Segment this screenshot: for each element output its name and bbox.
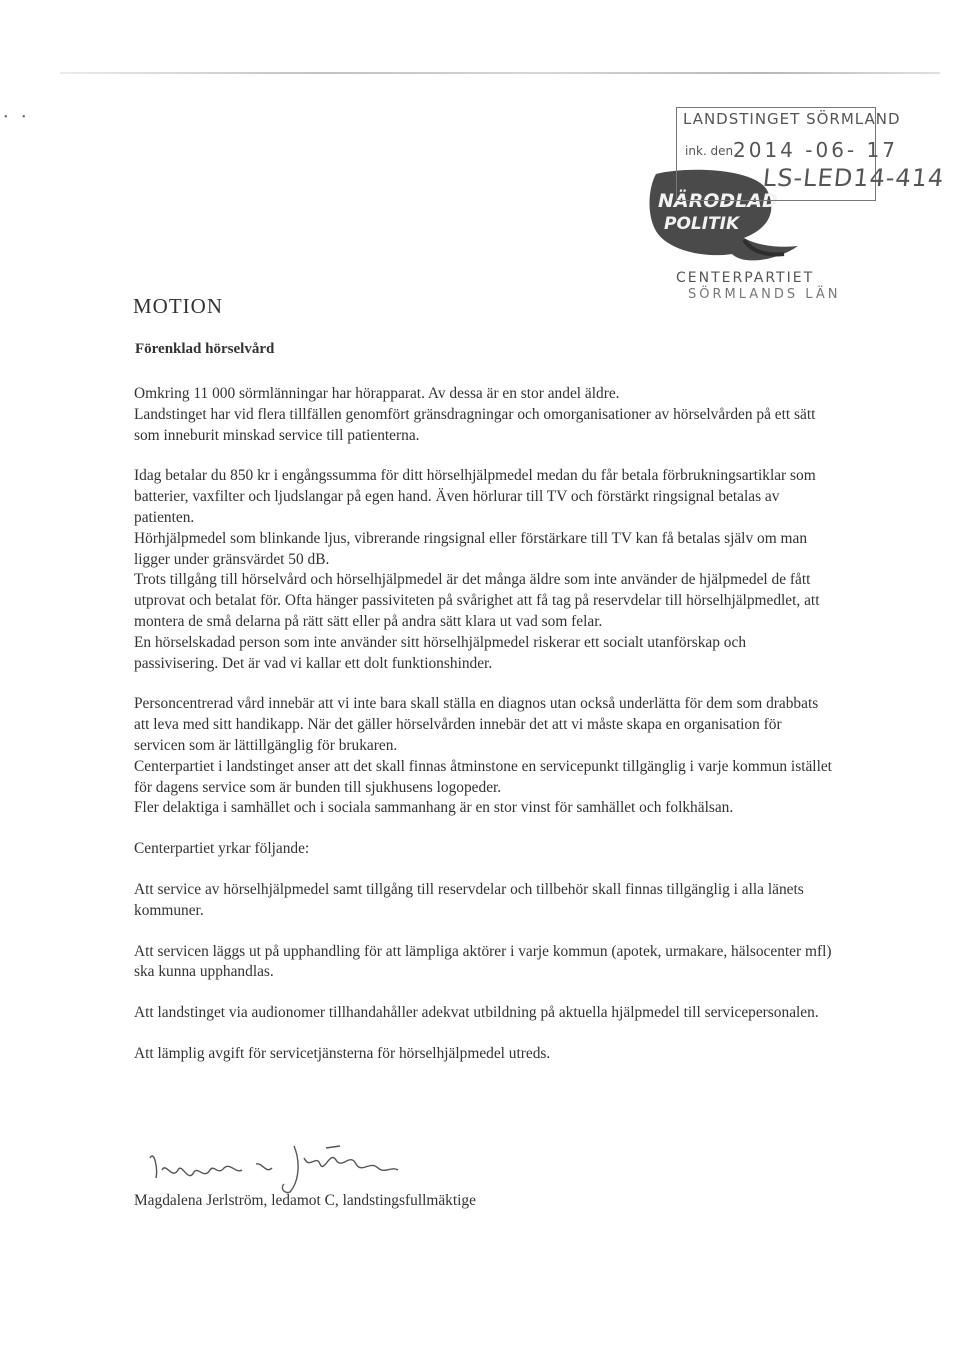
paragraph-block [134, 880, 834, 922]
scan-artifact-line [60, 72, 940, 74]
logo-text-line1: NÄRODLAD [658, 190, 778, 212]
paragraph-line: En hörselskadad person som inte använder sitt hörselhjälpmedel riskerar ett socialt utanförskap och passivisering. Det är vad vi kallar ett dolt funktionshinder. [134, 633, 747, 672]
signature-icon [144, 1140, 404, 1194]
registration-stamp [676, 107, 946, 201]
party-name: CENTERPARTIET [676, 270, 815, 286]
handwritten-signature [144, 1140, 404, 1194]
stamp-date: 2014 -06- 17 [733, 138, 898, 162]
paragraph-block [134, 1044, 834, 1065]
paragraph-line: Trots tillgång till hörselvård och hörselhjälpmedel är det många äldre som inte använder de hjälpmedel de fått utprovat och betalat för. Ofta hänger passiviteten på svårighet att få tag på reservdelar till hörselhjälpmedlet, att montera de små delarna på rätt sätt eller på andra sätt klara ut vad som felar. [134, 571, 820, 630]
paragraph-block [134, 694, 834, 819]
party-region: SÖRMLANDS LÄN [688, 287, 841, 302]
scan-specks: • • [4, 112, 32, 123]
paragraph-line: Att landstinget via audionomer tillhandahåller adekvat utbildning på aktuella hjälpmedel till servicepersonalen. [134, 1004, 819, 1022]
paragraph-line: Personcentrerad vård innebär att vi inte bara skall ställa en diagnos utan också underlätta för dem som drabbats att leva med sitt handikapp. När det gäller hörselvården innebär det att vi måste skapa en organisation för servicen som är lättillgänglig för brukaren. [134, 695, 819, 754]
document-type-heading: MOTION [133, 294, 223, 318]
paragraph-line: Centerpartiet i landstinget anser att det skall finnas åtminstone en servicepunkt tillgänglig i varje kommun istället för dagens service som är bunden till sjukhusens logopeder. [134, 757, 832, 796]
paragraph-line: Centerpartiet yrkar följande: [134, 840, 310, 858]
signatory-line: Magdalena Jerlström, ledamot C, landstingsfullmäktige [134, 1192, 476, 1209]
paragraph-block [134, 466, 834, 674]
paragraph-line: Omkring 11 000 sörmlänningar har hörapparat. Av dessa är en stor andel äldre. [134, 385, 620, 402]
stamp-date-label: ink. den [685, 144, 734, 158]
paragraph-line: Att service av hörselhjälpmedel samt tillgång till reservdelar och tillbehör skall finnas tillgänglig i alla länets kommuner. [134, 880, 804, 919]
motion-body [134, 384, 834, 1065]
paragraph-block [134, 1003, 834, 1024]
document-title: Förenklad hörselvård [135, 341, 275, 357]
logo-text-line2: POLITIK [664, 214, 740, 234]
paragraph-line: Idag betalar du 850 kr i engångssumma för ditt hörselhjälpmedel medan du får betala förbrukningsartiklar som batterier, vaxfilter och ljudslangar på egen hand. Även hörlurar till TV och förstärkt ringsignal betalas av patienten. [134, 467, 816, 526]
paragraph-line: Att lämplig avgift för servicetjänsterna för hörselhjälpmedel utreds. [134, 1044, 551, 1062]
paragraph-block [134, 942, 834, 984]
stamp-reference-number: LS-LED14-414 [761, 164, 946, 192]
paragraph-line: Hörhjälpmedel som blinkande ljus, vibrerande ringsignal eller förstärkare till TV kan få betalas själv om man ligger under gränsvärdet 50 dB. [134, 529, 808, 568]
paragraph-line: Landstinget har vid flera tillfällen genomfört gränsdragningar och omorganisationer av hörselvården på ett sätt som inneburit minskad service till patienterna. [134, 405, 816, 444]
paragraph-line: Fler delaktiga i samhället och i sociala sammanhang är en stor vinst för samhället och folkhälsan. [134, 799, 734, 817]
paragraph-block [134, 839, 834, 860]
stamp-organization: LANDSTINGET SÖRMLAND [683, 110, 901, 128]
paragraph-block [134, 384, 834, 446]
paragraph-line: Att servicen läggs ut på upphandling för att lämpliga aktörer i varje kommun (apotek, urmakare, hälsocenter mfl) ska kunna upphandlas. [134, 942, 832, 981]
